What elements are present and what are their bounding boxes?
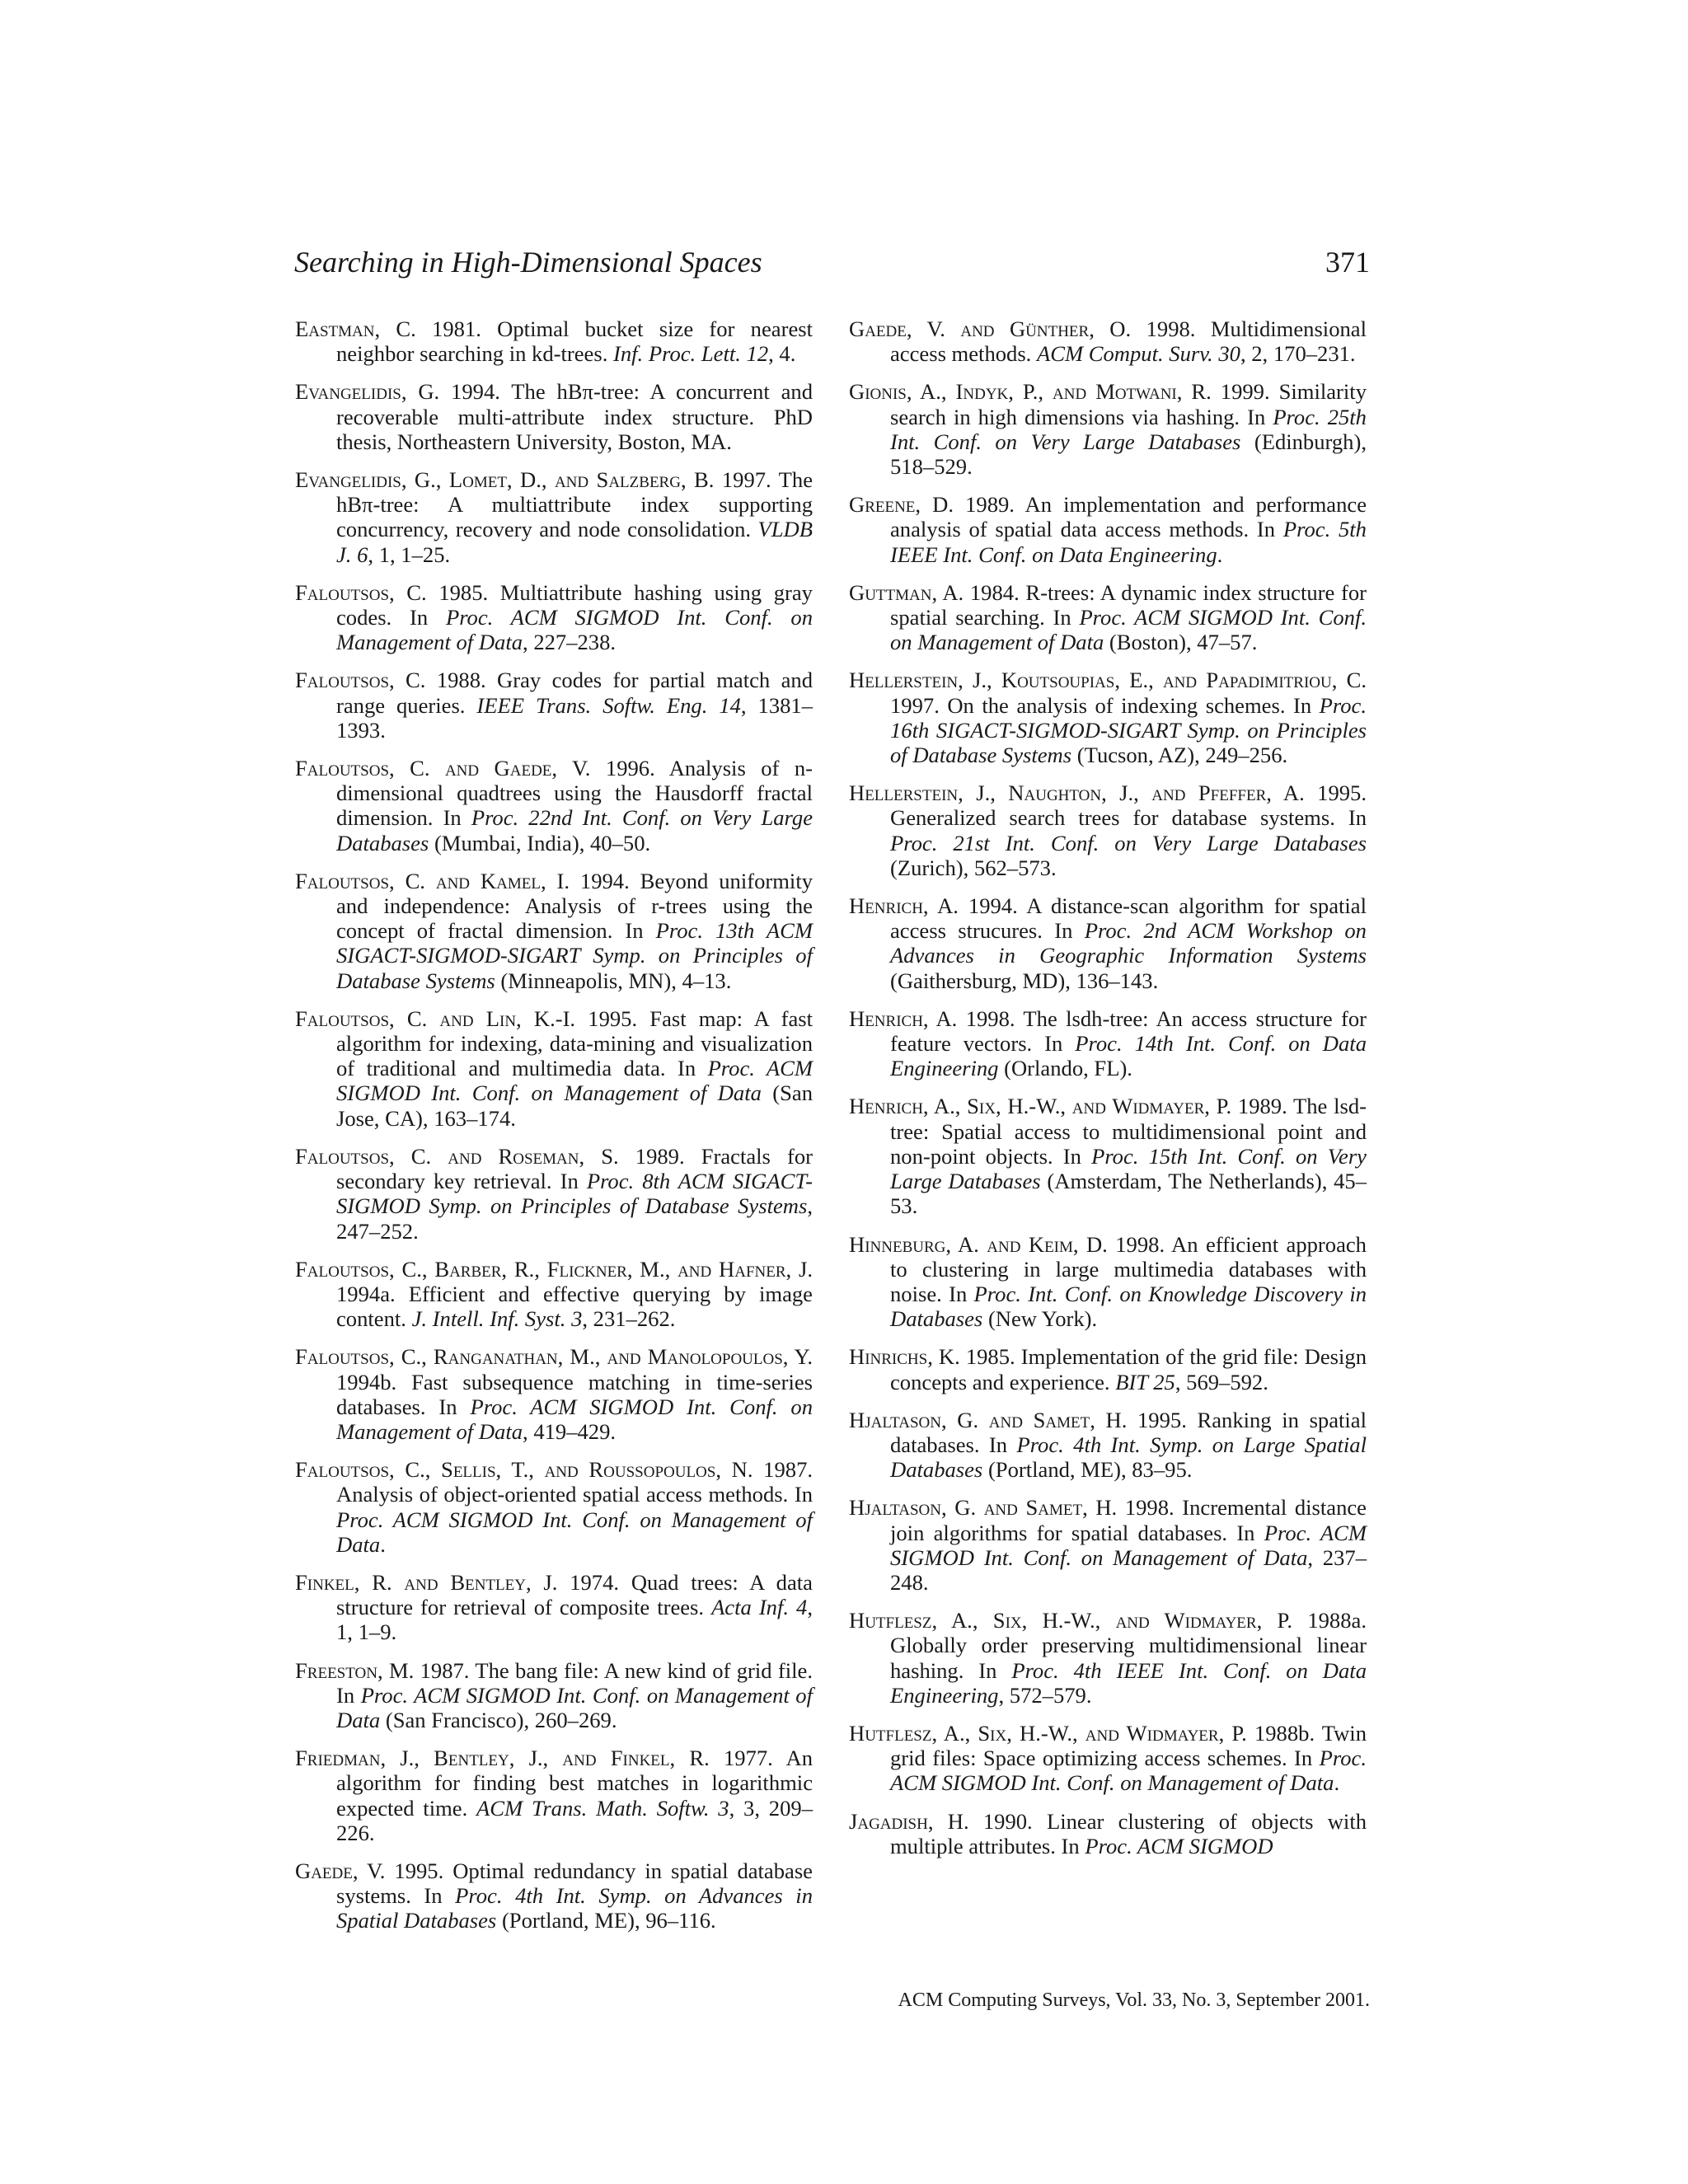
reference-entry — [849, 893, 1367, 993]
reference-text: 1994. The hBπ-tree: A concurrent and recoverable multi-attribute index structure. PhD thesis, Northeastern University, Boston, MA. — [336, 379, 813, 454]
reference-authors: Henrich, A. — [849, 1005, 958, 1031]
reference-text: (Gaithersburg, MD), 136–143. — [890, 968, 1159, 993]
reference-venue: VLDB J. 6 — [336, 517, 813, 567]
reference-text: , 569–592. — [1175, 1369, 1268, 1394]
reference-venue: Proc. 2nd ACM Workshop on Advances in Geographic Information Systems — [890, 918, 1367, 968]
reference-text: . — [1217, 541, 1223, 567]
reference-entry — [295, 1658, 813, 1733]
reference-entry — [849, 379, 1367, 479]
reference-authors: Faloutsos, C., Sellis, T., and Roussopoulos, N. — [295, 1457, 753, 1483]
reference-entry — [849, 1344, 1367, 1394]
reference-entry — [295, 1570, 813, 1645]
references-column-right — [849, 316, 1367, 1872]
reference-authors: Jagadish, H. — [849, 1808, 969, 1834]
reference-entry — [295, 1344, 813, 1444]
reference-entry — [849, 1608, 1367, 1708]
reference-entry — [295, 1257, 813, 1332]
reference-venue: Proc. ACM SIGMOD — [1085, 1833, 1273, 1858]
reference-entry — [849, 1809, 1367, 1858]
reference-authors: Faloutsos, C. — [295, 668, 426, 693]
reference-authors: Henrich, A., Six, H.-W., and Widmayer, P. — [849, 1094, 1232, 1119]
reference-text: 1981. Optimal bucket size for nearest neighbor searching in kd-trees. — [336, 316, 813, 367]
reference-venue: Proc. ACM SIGMOD Int. Conf. on Management of Data — [336, 1056, 813, 1106]
reference-venue: Proc. 15th Int. Conf. on Very Large Databases — [890, 1143, 1367, 1194]
reference-venue: Proc. 8th ACM SIGACT-SIGMOD Symp. on Principles of Database Systems — [336, 1169, 814, 1219]
reference-text: 1990. Linear clustering of objects with multiple attributes. In — [890, 1808, 1367, 1858]
reference-entry — [295, 316, 813, 366]
reference-venue: IEEE Trans. Softw. Eng. 14 — [476, 692, 741, 718]
reference-venue: Proc. ACM SIGMOD Int. Conf. on Management of Data — [890, 1520, 1367, 1570]
reference-authors: Hinneburg, A. and Keim, D. — [849, 1231, 1108, 1257]
reference-authors: Hjaltason, G. and Samet, H. — [849, 1407, 1128, 1432]
reference-entry — [295, 668, 813, 743]
reference-venue: Proc. ACM SIGMOD Int. Conf. on Management of Data — [890, 1746, 1367, 1796]
reference-authors: Guttman, A. — [849, 579, 964, 605]
reference-entry — [849, 668, 1367, 767]
reference-entry — [849, 1721, 1367, 1796]
reference-entry — [849, 1232, 1367, 1332]
reference-entry — [295, 379, 813, 454]
reference-venue: Proc. Int. Conf. on Knowledge Discovery in Databases — [890, 1281, 1367, 1332]
reference-text: 1987. Analysis of object-oriented spatial access methods. In — [336, 1457, 814, 1507]
reference-text: (Portland, ME), 83–95. — [982, 1457, 1193, 1483]
reference-text: , 2, 170–231. — [1240, 341, 1356, 367]
reference-text: , 1, 1–25. — [368, 541, 451, 567]
reference-text: 1998. The lsdh-tree: An access structure for feature vectors. In — [890, 1005, 1367, 1057]
reference-venue: Proc. 16th SIGACT-SIGMOD-SIGART Symp. on Principles of Database Systems — [890, 692, 1367, 768]
reference-text: (Amsterdam, The Netherlands), 45–53. — [890, 1169, 1367, 1219]
reference-venue: J. Intell. Inf. Syst. 3 — [411, 1306, 583, 1332]
reference-text: 1994b. Fast subsequence matching in time-series databases. In — [336, 1369, 813, 1419]
reference-text: 1995. Generalized search trees for database systems. In — [890, 780, 1367, 831]
reference-venue: Proc. 22nd Int. Conf. on Very Large Databases — [336, 805, 813, 855]
reference-authors: Faloutsos, C. and Lin, K.-I. — [295, 1005, 576, 1031]
reference-text: , 4. — [768, 341, 796, 367]
reference-text: 1977. An algorithm for finding best matches in logarithmic expected time. — [336, 1746, 813, 1821]
reference-text: (Orlando, FL). — [998, 1056, 1132, 1081]
reference-entry — [295, 467, 813, 567]
reference-text: (Tucson, AZ), 249–256. — [1071, 743, 1288, 768]
reference-venue: Acta Inf. 4 — [711, 1595, 808, 1620]
reference-text: 1998. Multidimensional access methods. — [890, 316, 1367, 367]
reference-text: 1988a. Globally order preserving multidimensional linear hashing. In — [890, 1608, 1367, 1683]
reference-text: (San Francisco), 260–269. — [380, 1707, 617, 1732]
reference-text: 1985. Implementation of the grid file: Design concepts and experience. — [890, 1344, 1367, 1394]
reference-text: , 231–262. — [582, 1306, 676, 1332]
reference-authors: Faloutsos, C. and Roseman, S. — [295, 1143, 619, 1169]
reference-venue: Proc. 14th Int. Conf. on Data Engineering — [890, 1031, 1367, 1081]
reference-text: 1997. The hBπ-tree: A multiattribute index supporting concurrency, recovery and node consolidation. — [336, 467, 813, 542]
reference-entry — [295, 1746, 813, 1845]
reference-text: 1995. Fast map: A fast algorithm for indexing, data-mining and visualization of traditional and multimedia data. In — [336, 1005, 813, 1081]
reference-venue: ACM Trans. Math. Softw. 3 — [476, 1795, 729, 1821]
reference-text: 1999. Similarity search in high dimensions via hashing. In — [890, 379, 1367, 429]
reference-authors: Eastman, C. — [295, 316, 416, 341]
reference-entry — [295, 756, 813, 855]
reference-authors: Gionis, A., Indyk, P., and Motwani, R. — [849, 379, 1212, 405]
reference-entry — [849, 316, 1367, 366]
reference-venue: Proc. ACM SIGMOD Int. Conf. on Management of Data — [336, 1682, 813, 1732]
reference-venue: Proc. 4th Int. Symp. on Advances in Spatial Databases — [336, 1883, 813, 1933]
reference-text: 1998. Incremental distance join algorithms for spatial databases. In — [890, 1495, 1367, 1545]
reference-venue: Proc. 25th Int. Conf. on Very Large Databases — [890, 404, 1367, 454]
reference-venue: Proc. 4th IEEE Int. Conf. on Data Engineering — [890, 1657, 1367, 1708]
reference-text: . — [380, 1531, 386, 1557]
reference-text: 1995. Optimal redundancy in spatial database systems. In — [336, 1858, 813, 1909]
reference-entry — [849, 492, 1367, 567]
reference-authors: Faloutsos, C., Ranganathan, M., and Manolopoulos, Y. — [295, 1344, 813, 1370]
reference-text: 1997. On the analysis of indexing schemes. In — [890, 692, 1320, 718]
reference-venue: Proc. 5th IEEE Int. Conf. on Data Engineering — [890, 517, 1367, 567]
reference-authors: Henrich, A. — [849, 893, 959, 919]
reference-venue: BIT 25 — [1115, 1369, 1175, 1394]
reference-venue: Inf. Proc. Lett. 12 — [613, 341, 769, 367]
reference-entry — [849, 1006, 1367, 1081]
reference-text: 1989. Fractals for secondary key retrieval. In — [336, 1143, 813, 1194]
reference-text: , 3, 209–226. — [336, 1795, 813, 1845]
reference-text: , 1, 1–9. — [336, 1595, 813, 1645]
reference-authors: Hutflesz, A., Six, H.-W., and Widmayer, P. — [849, 1608, 1293, 1633]
reference-text: 1989. An implementation and performance analysis of spatial data access methods. In — [890, 492, 1367, 542]
reference-text: , 237–248. — [890, 1544, 1367, 1595]
journal-footer: ACM Computing Surveys, Vol. 33, No. 3, September 2001. — [898, 1990, 1370, 2011]
reference-text: 1994a. Efficient and effective querying by image content. — [336, 1281, 813, 1332]
reference-authors: Hjaltason, G. and Samet, H. — [849, 1495, 1118, 1521]
reference-entry — [849, 780, 1367, 880]
reference-authors: Freeston, M. — [295, 1657, 415, 1683]
reference-text: 1988. Gray codes for partial match and range queries. — [336, 668, 813, 718]
reference-entry — [295, 1006, 813, 1131]
reference-venue: Proc. 21st Int. Conf. on Very Large Databases — [890, 830, 1367, 855]
reference-authors: Gaede, V. — [295, 1858, 386, 1883]
reference-text: (Boston), 47–57. — [1104, 630, 1258, 655]
reference-authors: Faloutsos, C. and Kamel, I. — [295, 868, 570, 893]
reference-text: (San Jose, CA), 163–174. — [336, 1080, 813, 1131]
reference-text: 1984. R-trees: A dynamic index structure for spatial searching. In — [890, 579, 1367, 630]
reference-text: 1998. An efficient approach to clustering in large multimedia databases with noise. In — [890, 1231, 1367, 1306]
reference-authors: Hellerstein, J., Naughton, J., and Pfeffer, A. — [849, 780, 1305, 806]
reference-entry — [295, 580, 813, 655]
reference-authors: Friedman, J., Bentley, J., and Finkel, R. — [295, 1746, 710, 1771]
reference-entry — [295, 869, 813, 993]
reference-authors: Evangelidis, G. — [295, 379, 440, 405]
reference-venue: Proc. 13th ACM SIGACT-SIGMOD-SIGART Symp. on Principles of Database Systems — [336, 918, 813, 993]
reference-text: 1988b. Twin grid files: Space optimizing access schemes. In — [890, 1720, 1367, 1771]
reference-text: 1996. Analysis of n-dimensional quadtrees using the Hausdorff fractal dimension. In — [336, 756, 813, 831]
reference-text: (Mumbai, India), 40–50. — [429, 830, 651, 855]
reference-entry — [849, 580, 1367, 655]
reference-text: , 247–252. — [336, 1193, 813, 1244]
reference-entry — [295, 1457, 813, 1557]
reference-authors: Gaede, V. and Günther, O. — [849, 316, 1132, 341]
reference-venue: Proc. ACM SIGMOD Int. Conf. on Management of Data — [336, 1394, 814, 1444]
reference-text: 1994. A distance-scan algorithm for spatial access strucures. In — [890, 893, 1367, 944]
reference-entry — [849, 1094, 1367, 1218]
reference-text: (New York). — [982, 1306, 1098, 1332]
reference-venue: Proc. 4th Int. Symp. on Large Spatial Databases — [890, 1432, 1367, 1483]
reference-authors: Faloutsos, C. and Gaede, V. — [295, 756, 591, 781]
reference-text: (Zurich), 562–573. — [890, 855, 1057, 880]
reference-text: 1994. Beyond uniformity and independence: Analysis of r-trees using the concept of fractal dimension. In — [336, 868, 814, 944]
reference-venue: Proc. ACM SIGMOD Int. Conf. on Management of Data — [336, 1507, 813, 1557]
reference-text: 1974. Quad trees: A data structure for retrieval of composite trees. — [336, 1569, 813, 1620]
reference-authors: Hellerstein, J., Koutsoupias, E., and Papadimitriou, C. — [849, 668, 1367, 693]
reference-text: 1995. Ranking in spatial databases. In — [890, 1407, 1367, 1457]
reference-authors: Faloutsos, C. — [295, 579, 427, 605]
reference-authors: Finkel, R. and Bentley, J. — [295, 1569, 558, 1595]
reference-text: , 419–429. — [523, 1418, 617, 1444]
reference-authors: Hinrichs, K. — [849, 1344, 960, 1370]
reference-text: 1989. The lsd-tree: Spatial access to multidimensional point and non-point objects. In — [890, 1094, 1367, 1169]
reference-authors: Hutflesz, A., Six, H.-W., and Widmayer, P. — [849, 1720, 1247, 1746]
reference-text: (Portland, ME), 96–116. — [496, 1908, 716, 1933]
reference-text: (Edinburgh), 518–529. — [890, 429, 1367, 480]
reference-venue: Proc. ACM SIGMOD Int. Conf. on Management of Data — [336, 605, 814, 655]
reference-entry — [295, 1144, 813, 1244]
reference-venue: ACM Comput. Surv. 30 — [1036, 341, 1240, 367]
reference-authors: Faloutsos, C., Barber, R., Flickner, M., and Hafner, J. — [295, 1256, 813, 1282]
references-column-left — [295, 316, 813, 1947]
reference-authors: Evangelidis, G., Lomet, D., and Salzberg, B. — [295, 467, 715, 493]
reference-entry — [295, 1858, 813, 1933]
reference-text: . — [1334, 1770, 1340, 1796]
reference-text: 1987. The bang file: A new kind of grid file. In — [336, 1657, 813, 1708]
reference-text: (Minneapolis, MN), 4–13. — [495, 968, 732, 993]
running-title: Searching in High-Dimensional Spaces — [294, 246, 762, 279]
reference-text: 1985. Multiattribute hashing using gray codes. In — [336, 579, 813, 630]
reference-venue: Proc. ACM SIGMOD Int. Conf. on Management of Data — [890, 605, 1367, 655]
reference-entry — [849, 1495, 1367, 1595]
reference-text: , 572–579. — [998, 1682, 1092, 1708]
reference-authors: Greene, D. — [849, 492, 954, 518]
reference-text: , 227–238. — [523, 630, 617, 655]
reference-entry — [849, 1408, 1367, 1483]
page-number: 371 — [1325, 246, 1370, 279]
reference-text: , 1381–1393. — [336, 692, 814, 743]
